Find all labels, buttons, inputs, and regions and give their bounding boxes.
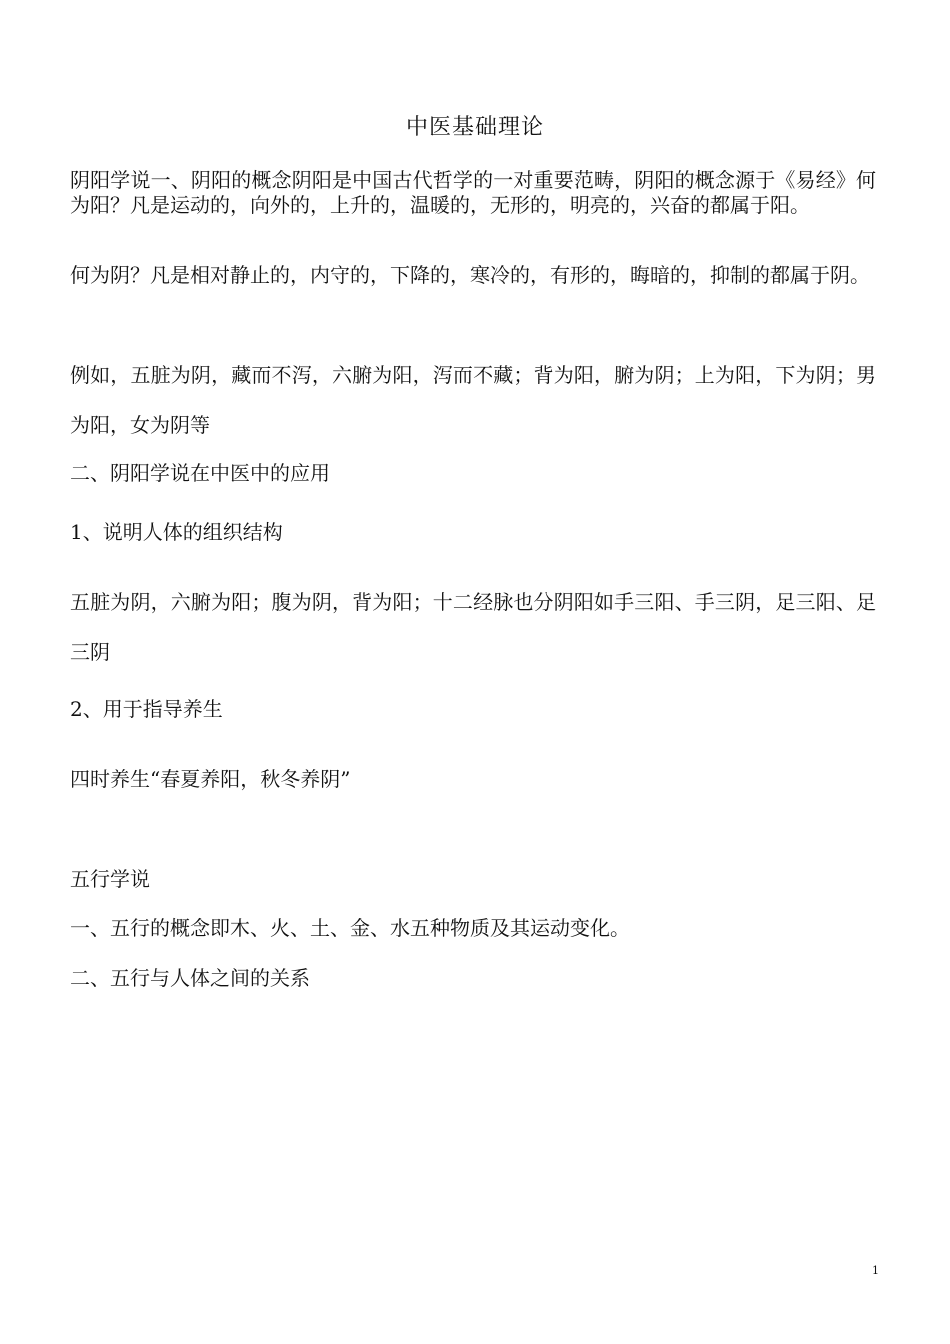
subheading-health-preservation: 2、用于指导养生 [70,697,223,721]
paragraph-seasonal-health: 四时养生“春夏养阳，秋冬养阴” [70,767,351,791]
section-heading-application: 二、阴阳学说在中医中的应用 [70,461,330,485]
page-number: 1 [872,1264,879,1277]
paragraph-five-elements-body: 二、五行与人体之间的关系 [70,966,310,990]
paragraph-organs-meridians: 五脏为阴，六腑为阳；腹为阴，背为阳；十二经脉也分阴阳如手三阳、手三阴，足三阳、足三阴 [70,590,876,664]
paragraph-what-is-yin: 何为阴？凡是相对静止的，内守的，下降的，寒冷的，有形的，晦暗的，抑制的都属于阴。 [70,263,870,287]
paragraph-yinyang-intro: 阴阳学说一、阴阳的概念阴阳是中国古代哲学的一对重要范畴，阴阳的概念源于《易经》何为阳？凡是运动的，向外的，上升的，温暖的，无形的，明亮的，兴奋的都属于阳。 [70,168,876,217]
section-heading-five-elements: 五行学说 [70,867,150,891]
paragraph-five-elements-concept: 一、五行的概念即木、火、土、金、水五种物质及其运动变化。 [70,916,630,940]
paragraph-examples: 例如，五脏为阴，藏而不泻，六腑为阳，泻而不藏；背为阳，腑为阴；上为阳，下为阴；男为阳，女为阴等 [70,363,876,437]
subheading-body-structure: 1、说明人体的组织结构 [70,520,283,544]
document-title: 中医基础理论 [405,115,544,140]
